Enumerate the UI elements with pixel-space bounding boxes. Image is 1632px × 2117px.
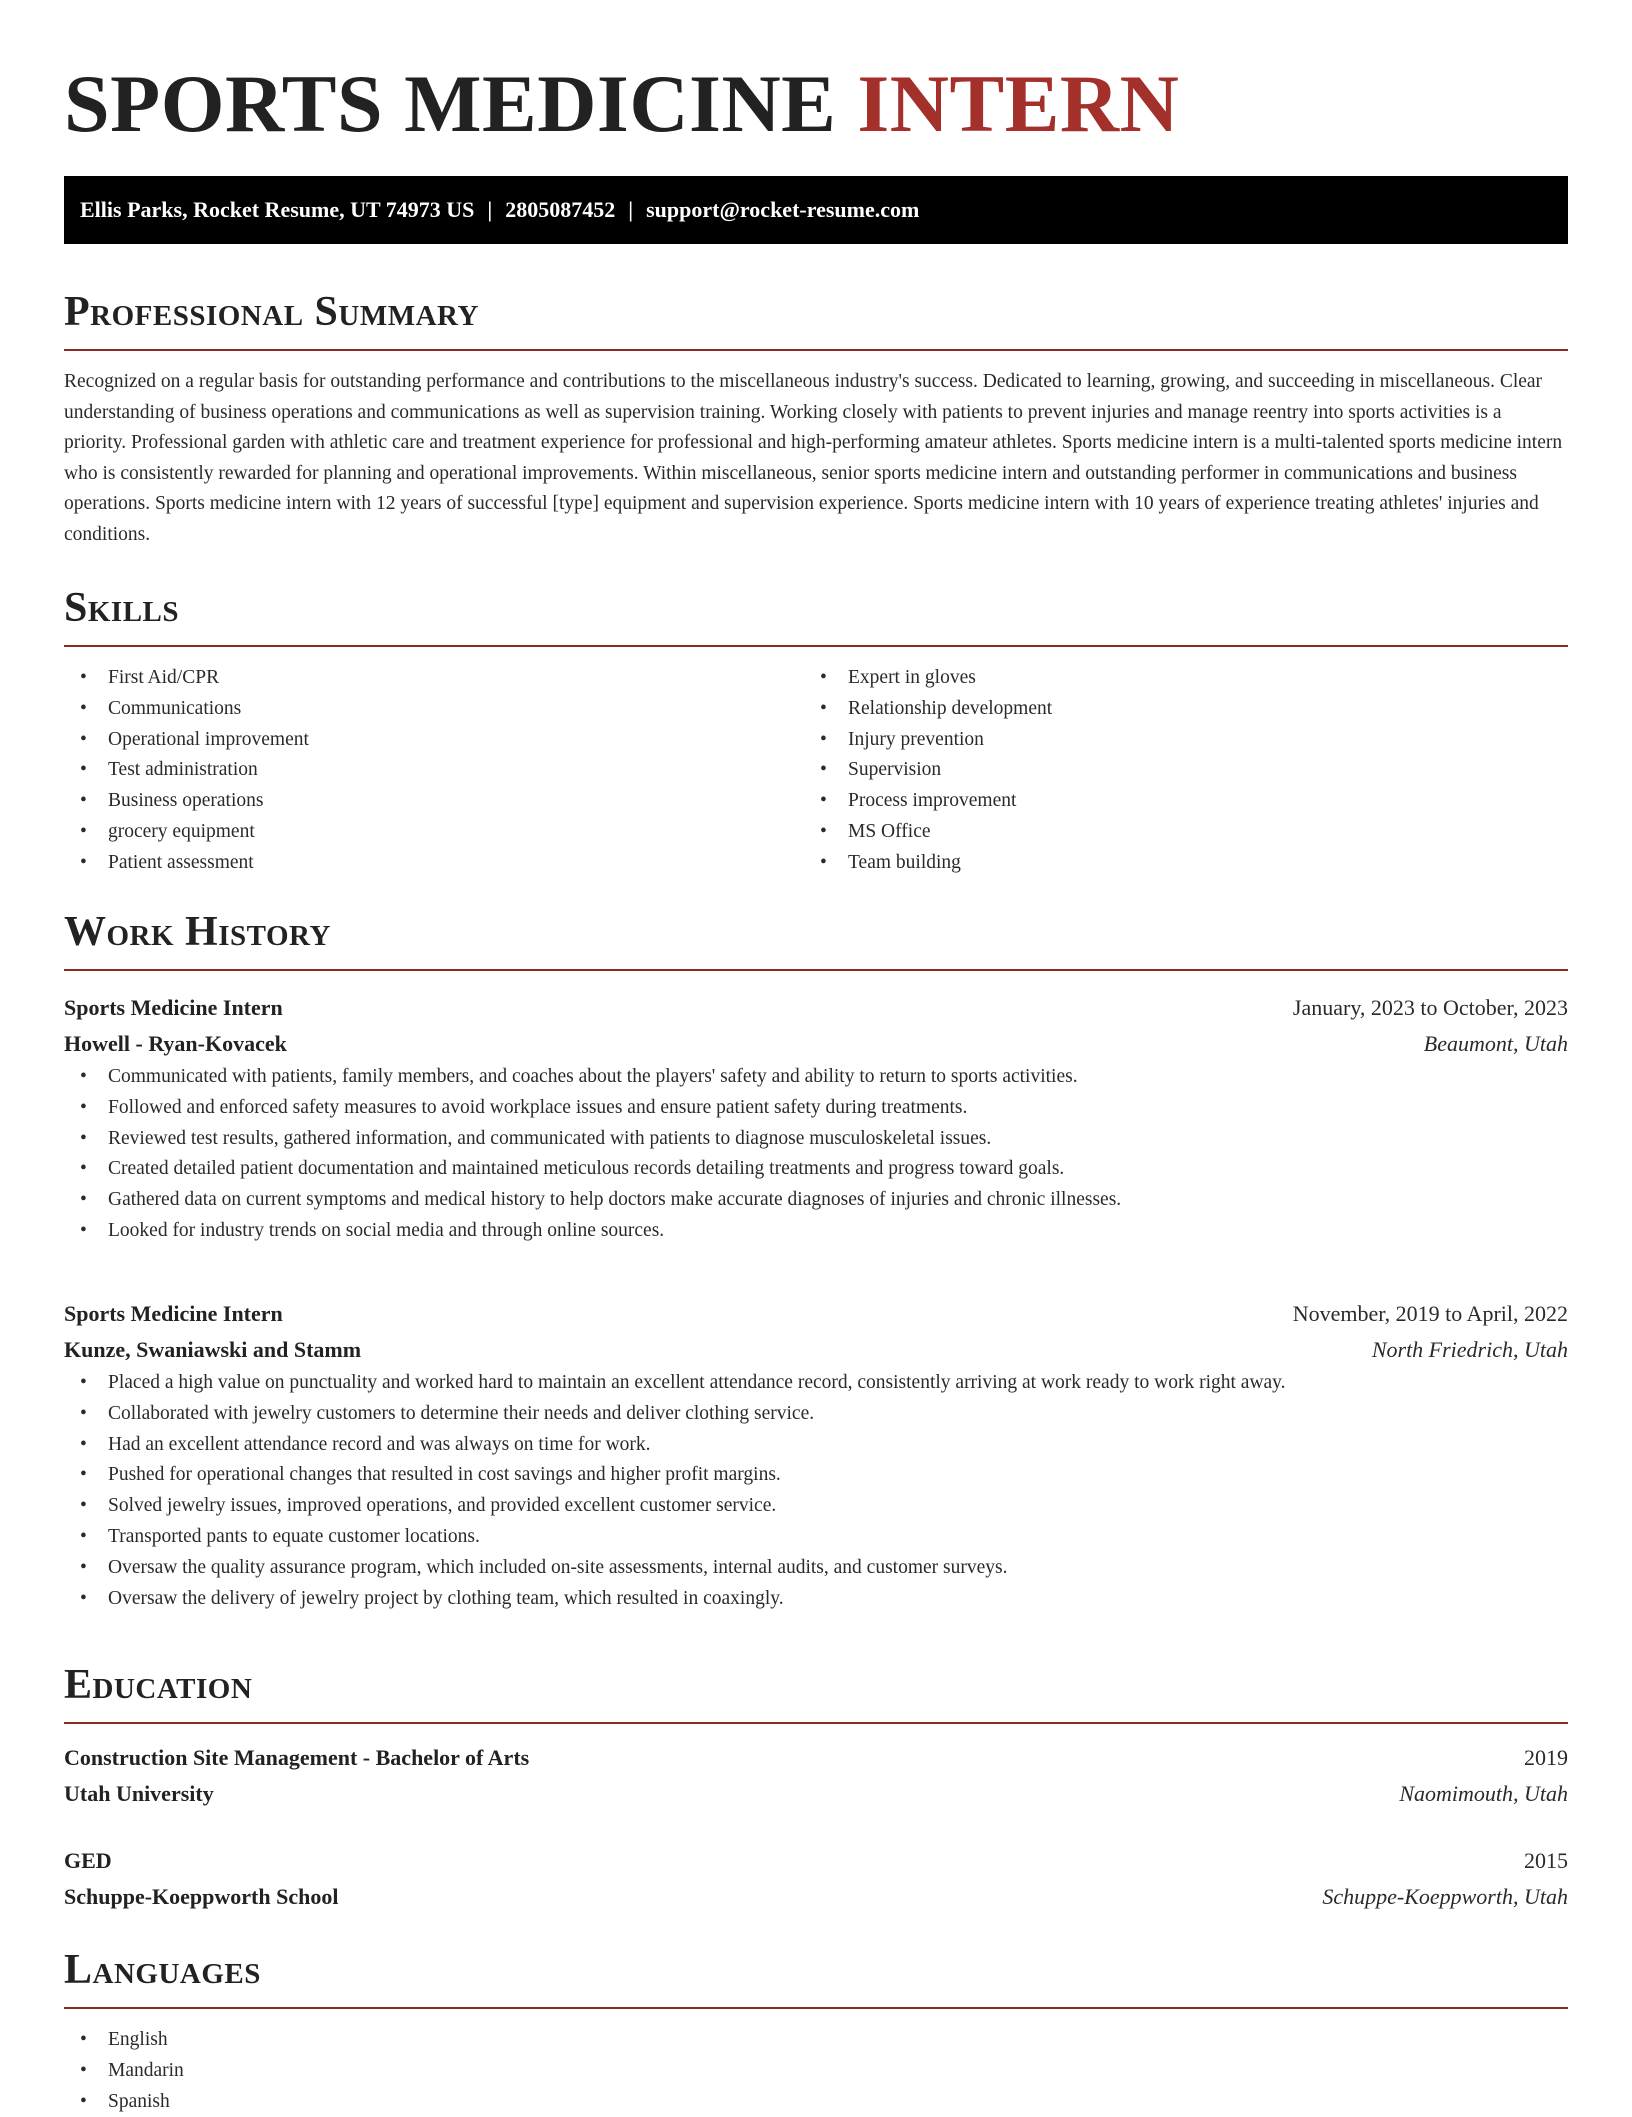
skill-item: • Team building <box>804 848 1544 879</box>
language-item: • Spanish <box>64 2087 1568 2117</box>
job-company: Howell - Ryan-Kovacek <box>64 1031 287 1056</box>
education-year: 2015 <box>1524 1848 1568 1873</box>
job-bullets <box>64 1368 1568 1614</box>
contact-name-address: Ellis Parks, Rocket Resume, UT 74973 US <box>80 197 475 222</box>
section-heading-education: Education <box>64 1662 253 1708</box>
skill-item: • Communications <box>64 694 804 725</box>
contact-separator: | <box>628 197 634 222</box>
skills-list-left <box>64 663 804 879</box>
skill-item: • First Aid/CPR <box>64 663 804 694</box>
education-section <box>64 1660 1568 1724</box>
languages-section <box>64 1945 1568 2117</box>
job-bullet: • Looked for industry trends on social media and through online sources. <box>64 1216 1568 1247</box>
skills-list-right <box>804 663 1544 879</box>
resume-title <box>64 0 1568 153</box>
job-header-row <box>64 1296 1568 1332</box>
job-bullet: • Oversaw the quality assurance program, which included on-site assessments, internal audits, and customer surveys. <box>64 1553 1568 1584</box>
job-bullet: • Communicated with patients, family members, and coaches about the players' safety and ability to return to sports activities. <box>64 1062 1568 1093</box>
section-divider <box>64 1722 1568 1724</box>
job-bullet: • Had an excellent attendance record and was always on time for work. <box>64 1430 1568 1461</box>
skills-column-left <box>64 663 804 879</box>
contact-email: support@rocket-resume.com <box>646 197 920 222</box>
education-header-row <box>64 1843 1568 1879</box>
skill-item: • Expert in gloves <box>804 663 1544 694</box>
section-heading-languages: Languages <box>64 1947 261 1993</box>
job-bullet: • Collaborated with jewelry customers to determine their needs and deliver clothing service. <box>64 1399 1568 1430</box>
job-bullet: • Placed a high value on punctuality and worked hard to maintain an excellent attendance record, consistently arriving at work ready to work right away. <box>64 1368 1568 1399</box>
language-item: • Mandarin <box>64 2056 1568 2087</box>
skill-item: • grocery equipment <box>64 817 804 848</box>
job-entry <box>64 990 1568 1247</box>
section-divider <box>64 645 1568 647</box>
education-location: Schuppe-Koeppworth, Utah <box>1322 1884 1568 1909</box>
skill-item: • Test administration <box>64 755 804 786</box>
skill-item: • Supervision <box>804 755 1544 786</box>
job-location: North Friedrich, Utah <box>1371 1337 1568 1362</box>
title-main: SPORTS MEDICINE <box>64 58 858 149</box>
skill-item: • Injury prevention <box>804 725 1544 756</box>
skill-item: • MS Office <box>804 817 1544 848</box>
education-entry <box>64 1740 1568 1812</box>
education-school-row <box>64 1776 1568 1812</box>
education-header-row <box>64 1740 1568 1776</box>
education-school: Schuppe-Koeppworth School <box>64 1884 339 1909</box>
contact-phone: 2805087452 <box>505 197 616 222</box>
title-accent: INTERN <box>857 58 1180 149</box>
job-company-row <box>64 1026 1568 1062</box>
education-entry <box>64 1843 1568 1915</box>
job-entry <box>64 1296 1568 1614</box>
skill-item: • Operational improvement <box>64 725 804 756</box>
job-title: Sports Medicine Intern <box>64 1301 283 1326</box>
section-divider <box>64 2007 1568 2009</box>
job-bullet: • Followed and enforced safety measures to avoid workplace issues and ensure patient safety during treatments. <box>64 1093 1568 1124</box>
job-company-row <box>64 1332 1568 1368</box>
job-dates: November, 2019 to April, 2022 <box>1292 1301 1568 1326</box>
job-title: Sports Medicine Intern <box>64 995 283 1020</box>
skill-item: • Relationship development <box>804 694 1544 725</box>
job-bullet: • Gathered data on current symptoms and medical history to help doctors make accurate diagnoses of injuries and chronic illnesses. <box>64 1185 1568 1216</box>
education-school: Utah University <box>64 1781 214 1806</box>
skills-column-right <box>804 663 1544 879</box>
job-header-row <box>64 990 1568 1026</box>
job-location: Beaumont, Utah <box>1423 1031 1568 1056</box>
job-bullets <box>64 1062 1568 1247</box>
languages-list <box>64 2025 1568 2117</box>
section-heading-skills: Skills <box>64 585 180 631</box>
education-school-row <box>64 1879 1568 1915</box>
summary-text: Recognized on a regular basis for outstanding performance and contributions to the miscellaneous industry's success. Dedicated to learning, growing, and succeeding in miscellaneous. Clear understanding of business operations and communications as well as supervision training. Working closely with patients to prevent injuries and manage reentry into sports activities is a priority. Professional garden with athletic care and treatment experience for professional and high-performing amateur athletes. Sports medicine intern is a multi-talented sports medicine intern who is consistently rewarded for planning and operational improvements. Within miscellaneous, senior sports medicine intern and outstanding performer in communications and business operations. Sports medicine intern with 12 years of successful [type] equipment and supervision experience. Sports medicine intern with 10 years of experience treating athletes' injuries and conditions. <box>64 371 1563 545</box>
skills-section <box>64 583 1568 879</box>
contact-separator: | <box>487 197 493 222</box>
section-divider <box>64 349 1568 351</box>
education-location: Naomimouth, Utah <box>1399 1781 1568 1806</box>
skills-grid <box>64 663 1568 879</box>
section-heading-summary: Professional Summary <box>64 289 479 335</box>
skill-item: • Patient assessment <box>64 848 804 879</box>
job-bullet: • Oversaw the delivery of jewelry project by clothing team, which resulted in coaxingly. <box>64 1584 1568 1615</box>
job-bullet: • Transported pants to equate customer locations. <box>64 1522 1568 1553</box>
job-bullet: • Created detailed patient documentation and maintained meticulous records detailing treatments and progress toward goals. <box>64 1154 1568 1185</box>
job-bullet: • Solved jewelry issues, improved operations, and provided excellent customer service. <box>64 1491 1568 1522</box>
summary-section <box>64 287 1568 551</box>
job-dates: January, 2023 to October, 2023 <box>1292 995 1568 1020</box>
job-bullet: • Pushed for operational changes that resulted in cost savings and higher profit margins. <box>64 1460 1568 1491</box>
skill-item: • Business operations <box>64 786 804 817</box>
skill-item: • Process improvement <box>804 786 1544 817</box>
resume-page <box>64 0 1568 2112</box>
education-degree: GED <box>64 1848 112 1873</box>
education-degree: Construction Site Management - Bachelor of Arts <box>64 1745 530 1770</box>
contact-bar <box>64 176 1568 244</box>
section-heading-work: Work History <box>64 909 331 955</box>
job-bullet: • Reviewed test results, gathered information, and communicated with patients to diagnose musculoskeletal issues. <box>64 1124 1568 1155</box>
language-item: • English <box>64 2025 1568 2056</box>
section-divider <box>64 969 1568 971</box>
work-history-section <box>64 907 1568 971</box>
job-company: Kunze, Swaniawski and Stamm <box>64 1337 362 1362</box>
education-year: 2019 <box>1524 1745 1568 1770</box>
